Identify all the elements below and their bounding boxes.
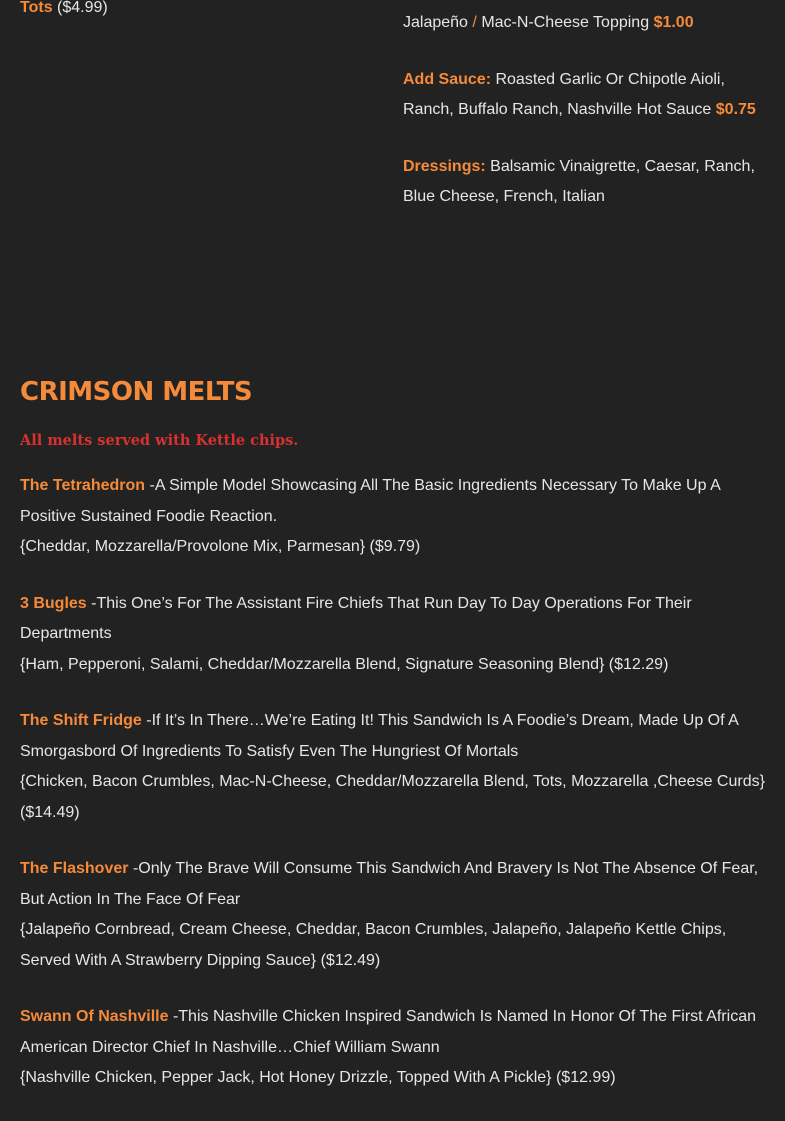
menu-item [20,589,770,681]
menu-item-details: {Jalapeño Cornbread, Cream Cheese, Cheddar, Bacon Crumbles, Jalapeño, Jalapeño Kettle Chips, Served With A Strawberry Dipping Sauce} ($12.49) [20,921,727,969]
dressings-block [403,152,773,212]
menu-item [20,1002,770,1094]
previous-item [20,0,360,24]
topping-separator: / [472,14,477,31]
topping-prefix: Jalapeño [403,14,468,31]
topping-name: Mac-N-Cheese Topping [481,14,650,31]
menu-item-details: {Nashville Chicken, Pepper Jack, Hot Honey Drizzle, Topped With A Pickle} ($12.99) [20,1069,616,1086]
dressings-options: Balsamic Vinaigrette, Caesar, Ranch, Blue Cheese, French, Italian [403,158,755,205]
menu-item-description: -This One’s For The Assistant Fire Chiefs That Run Day To Day Operations For Their Departments [20,594,692,642]
menu-item [20,706,770,828]
item-price: ($4.99) [57,0,108,16]
sauce-options: Roasted Garlic Or Chipotle Aioli, Ranch, Buffalo Ranch, Nashville Hot Sauce [403,71,725,118]
menu-item [20,854,770,976]
menu-item [20,471,770,563]
menu-item-details: {Ham, Pepperoni, Salami, Cheddar/Mozzarella Blend, Signature Seasoning Blend} ($12.29) [20,655,669,673]
menu-item-name: The Tetrahedron [20,477,146,494]
menu-item-name: Swann Of Nashville [20,1008,169,1025]
section-title: CRIMSON MELTS [20,377,253,407]
sauce-label: Add Sauce: [403,71,492,88]
add-ons-panel [403,8,773,212]
menu-item-description: -This Nashville Chicken Inspired Sandwich Is Named In Honor Of The First African American Director Chief In Nashville…Chief William Swann [20,1008,756,1056]
dressings-label: Dressings: [403,158,486,175]
menu-item-description: -Only The Brave Will Consume This Sandwich And Bravery Is Not The Absence Of Fear, But Action In The Face Of Fear [20,860,759,908]
item-name: Tots [20,0,53,16]
menu-item-name: The Shift Fridge [20,712,142,729]
melts-list [20,471,770,1120]
menu-item-name: 3 Bugles [20,594,87,612]
menu-item-details: {Chicken, Bacon Crumbles, Mac-N-Cheese, Cheddar/Mozzarella Blend, Tots, Mozzarella ,Cheese Curds} ($14.49) [20,773,765,821]
topping-line [403,8,773,38]
sauce-price: $0.75 [715,101,756,118]
menu-item-description: -If It’s In There…We’re Eating It! This Sandwich Is A Foodie’s Dream, Made Up Of A Smorgasbord Of Ingredients To Satisfy Even The Hungriest Of Mortals [20,712,738,760]
menu-item-name: The Flashover [20,860,129,877]
menu-item-details: {Cheddar, Mozzarella/Provolone Mix, Parmesan} ($9.79) [20,538,421,555]
add-sauce-block [403,65,773,125]
menu-item-description: -A Simple Model Showcasing All The Basic Ingredients Necessary To Make Up A Positive Sustained Foodie Reaction. [20,477,720,525]
topping-price: $1.00 [653,14,694,31]
section-subtitle: All melts served with Kettle chips. [20,432,299,449]
